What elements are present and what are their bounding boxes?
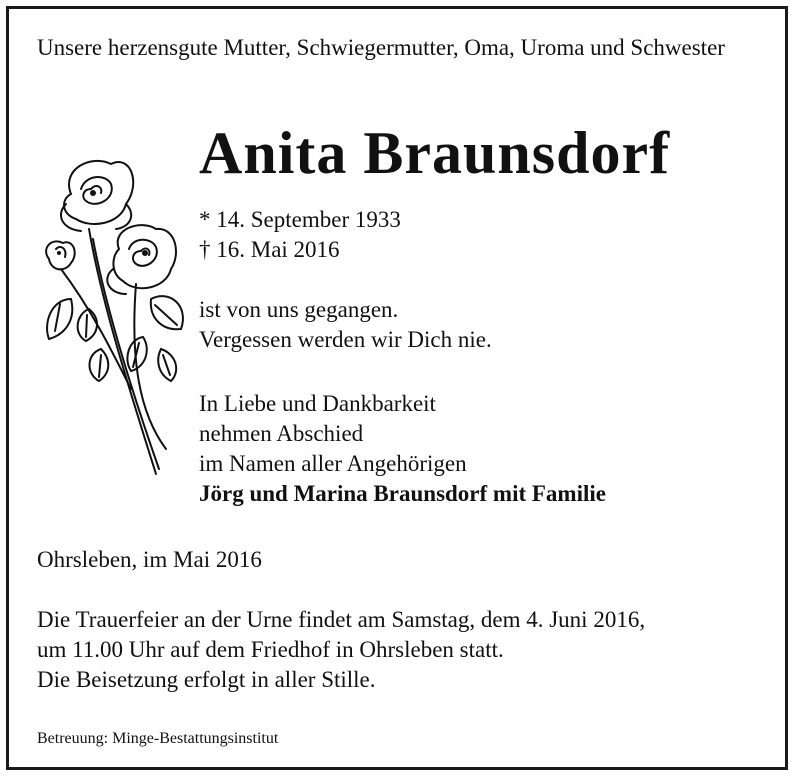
place-date: Ohrsleben, im Mai 2016: [37, 547, 262, 572]
obituary-frame: [6, 6, 788, 770]
farewell-line-2: nehmen Abschied: [199, 421, 364, 446]
family-signature: Jörg und Marina Braunsdorf mit Familie: [199, 481, 606, 506]
ceremony-line-2: um 11.00 Uhr auf dem Friedhof in Ohrsleben statt.: [37, 637, 504, 662]
birth-date: * 14. September 1933: [199, 207, 401, 232]
message-line-2: Vergessen werden wir Dich nie.: [199, 327, 492, 352]
ceremony-line-1: Die Trauerfeier an der Urne findet am Samstag, dem 4. Juni 2016,: [37, 607, 646, 632]
intro-text: Unsere herzensgute Mutter, Schwiegermutter, Oma, Uroma und Schwester: [37, 35, 725, 60]
farewell-block: [199, 389, 606, 509]
message-block: [199, 295, 492, 355]
farewell-line-3: im Namen aller Angehörigen: [199, 451, 467, 476]
death-date: † 16. Mai 2016: [199, 237, 340, 262]
farewell-line-1: In Liebe und Dankbarkeit: [199, 391, 436, 416]
ceremony-line-3: Die Beisetzung erfolgt in aller Stille.: [37, 667, 376, 692]
deceased-name: Anita Braunsdorf: [199, 120, 671, 186]
funeral-home-credit: Betreuung: Minge-Bestattungsinstitut: [37, 730, 279, 747]
dates-block: [199, 205, 401, 265]
ceremony-block: [37, 605, 645, 695]
roses-icon: [31, 149, 191, 479]
message-line-1: ist von uns gegangen.: [199, 297, 399, 322]
